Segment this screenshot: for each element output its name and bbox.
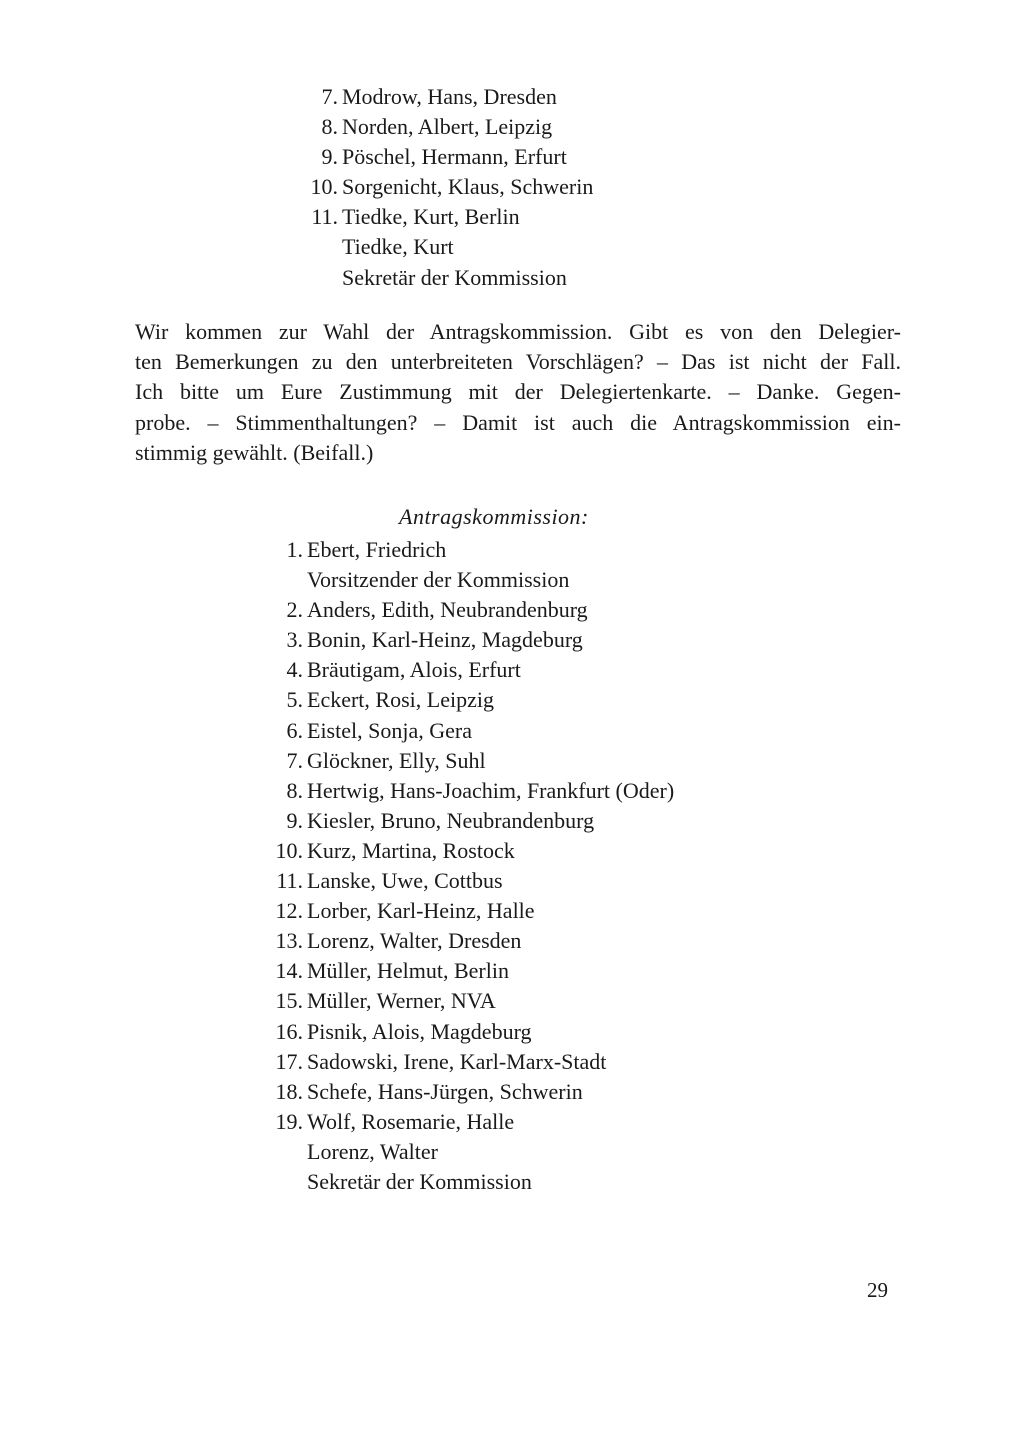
- kommission-member-list-continued: [308, 82, 593, 293]
- list-item: [308, 172, 593, 202]
- list-item-text: Wolf, Rosemarie, Halle: [307, 1108, 515, 1134]
- list-item: [273, 1167, 674, 1197]
- list-item-number: 4.: [286, 657, 303, 683]
- paragraph-line: ten Bemerkungen zu den unterbreiteten Vorschlägen? – Das ist nicht der Fall.: [135, 349, 901, 375]
- list-item-number: 2.: [286, 597, 303, 623]
- page-number: 29: [867, 1278, 888, 1302]
- section-heading: Antragskommission:: [399, 504, 589, 529]
- list-item-number: 3.: [286, 627, 303, 653]
- list-item-text: Bonin, Karl-Heinz, Magdeburg: [307, 627, 583, 653]
- list-item: [273, 685, 674, 715]
- list-item: [273, 746, 674, 776]
- antragskommission-member-list: [273, 535, 674, 1197]
- list-item: [273, 1137, 674, 1167]
- list-item: [308, 142, 593, 172]
- list-item: [273, 986, 674, 1016]
- list-item-number: 10.: [275, 837, 303, 863]
- list-item-text: Ebert, Friedrich: [307, 537, 447, 562]
- list-item-text: Lorenz, Walter, Dresden: [307, 928, 522, 954]
- list-item: [273, 896, 674, 926]
- list-item-text: Glöckner, Elly, Suhl: [307, 747, 486, 773]
- list-item: [273, 866, 674, 896]
- list-item: [308, 82, 593, 112]
- list-item: [273, 1107, 674, 1137]
- list-item-text: Sorgenicht, Klaus, Schwerin: [342, 174, 594, 200]
- list-item: [273, 806, 674, 836]
- list-item-number: 19.: [275, 1108, 303, 1134]
- list-item: [308, 202, 593, 232]
- list-item-number: 1.: [286, 537, 303, 562]
- list-item-text: Tiedke, Kurt, Berlin: [342, 204, 520, 230]
- paragraph-line: stimmig gewählt. (Beifall.): [135, 439, 374, 465]
- list-item: [273, 1077, 674, 1107]
- list-item-text: Pisnik, Alois, Magdeburg: [307, 1018, 532, 1044]
- list-item-text: Müller, Werner, NVA: [307, 988, 496, 1014]
- list-item-text: Müller, Helmut, Berlin: [307, 958, 509, 984]
- list-item-number: 17.: [275, 1048, 303, 1074]
- list-item-number: 9.: [321, 144, 338, 170]
- list-item-text: Sekretär der Kommission: [307, 1168, 532, 1194]
- list-item: [308, 112, 593, 142]
- list-item-text: Eistel, Sonja, Gera: [307, 717, 472, 743]
- list-item-number: 15.: [275, 988, 303, 1014]
- list-item-number: 8.: [321, 114, 338, 140]
- list-item-text: Kiesler, Bruno, Neubrandenburg: [307, 807, 595, 833]
- list-item-text: Bräutigam, Alois, Erfurt: [307, 657, 521, 683]
- list-item-text: Anders, Edith, Neubrandenburg: [307, 597, 588, 623]
- list-item: [273, 776, 674, 806]
- list-item: [273, 1017, 674, 1047]
- list-item-number: 7.: [321, 84, 338, 109]
- list-item: [308, 232, 593, 262]
- list-item: [273, 716, 674, 746]
- paragraph-line: probe. – Stimmenthaltungen? – Damit ist auch die Antragskommission ein-: [135, 409, 901, 435]
- list-item: [273, 836, 674, 866]
- list-item: [273, 535, 674, 565]
- list-item: [273, 625, 674, 655]
- list-item-number: 12.: [275, 898, 303, 924]
- list-item-text: Hertwig, Hans-Joachim, Frankfurt (Oder): [307, 777, 675, 803]
- list-item-text: Lorenz, Walter: [307, 1138, 438, 1164]
- list-item: [273, 926, 674, 956]
- list-item-number: 11.: [276, 868, 303, 894]
- list-item: [273, 595, 674, 625]
- list-item: [273, 1047, 674, 1077]
- list-item-text: Eckert, Rosi, Leipzig: [307, 687, 494, 713]
- list-item-number: 6.: [286, 717, 303, 743]
- list-item-text: Vorsitzender der Kommission: [307, 567, 570, 593]
- paragraph-line: Wir kommen zur Wahl der Antragskommission. Gibt es von den Delegier-: [135, 319, 901, 344]
- list-item-number: 7.: [286, 747, 303, 773]
- list-item-text: Lorber, Karl-Heinz, Halle: [307, 898, 535, 924]
- list-item-number: 5.: [286, 687, 303, 713]
- list-item-number: 11.: [311, 204, 338, 230]
- list-item-text: Modrow, Hans, Dresden: [342, 84, 557, 109]
- list-item-text: Norden, Albert, Leipzig: [342, 114, 553, 140]
- list-item-number: 9.: [286, 807, 303, 833]
- list-item-text: Schefe, Hans-Jürgen, Schwerin: [307, 1078, 583, 1104]
- list-item-number: 8.: [286, 777, 303, 803]
- list-item: [308, 263, 593, 293]
- list-item-number: 14.: [275, 958, 303, 984]
- paragraph-line: Ich bitte um Eure Zustimmung mit der Delegiertenkarte. – Danke. Gegen-: [135, 379, 901, 405]
- list-item-text: Tiedke, Kurt: [342, 234, 454, 260]
- list-item-number: 18.: [275, 1078, 303, 1104]
- list-item: [273, 655, 674, 685]
- list-item-text: Sadowski, Irene, Karl-Marx-Stadt: [307, 1048, 607, 1074]
- list-item-number: 13.: [275, 928, 303, 954]
- list-item-number: 10.: [310, 174, 338, 200]
- body-paragraph: [135, 317, 901, 468]
- list-item-text: Pöschel, Hermann, Erfurt: [342, 144, 567, 170]
- list-item-text: Kurz, Martina, Rostock: [307, 837, 515, 863]
- list-item-text: Lanske, Uwe, Cottbus: [307, 868, 503, 894]
- list-item: [273, 565, 674, 595]
- list-item-text: Sekretär der Kommission: [342, 264, 567, 290]
- list-item-number: 16.: [275, 1018, 303, 1044]
- list-item: [273, 956, 674, 986]
